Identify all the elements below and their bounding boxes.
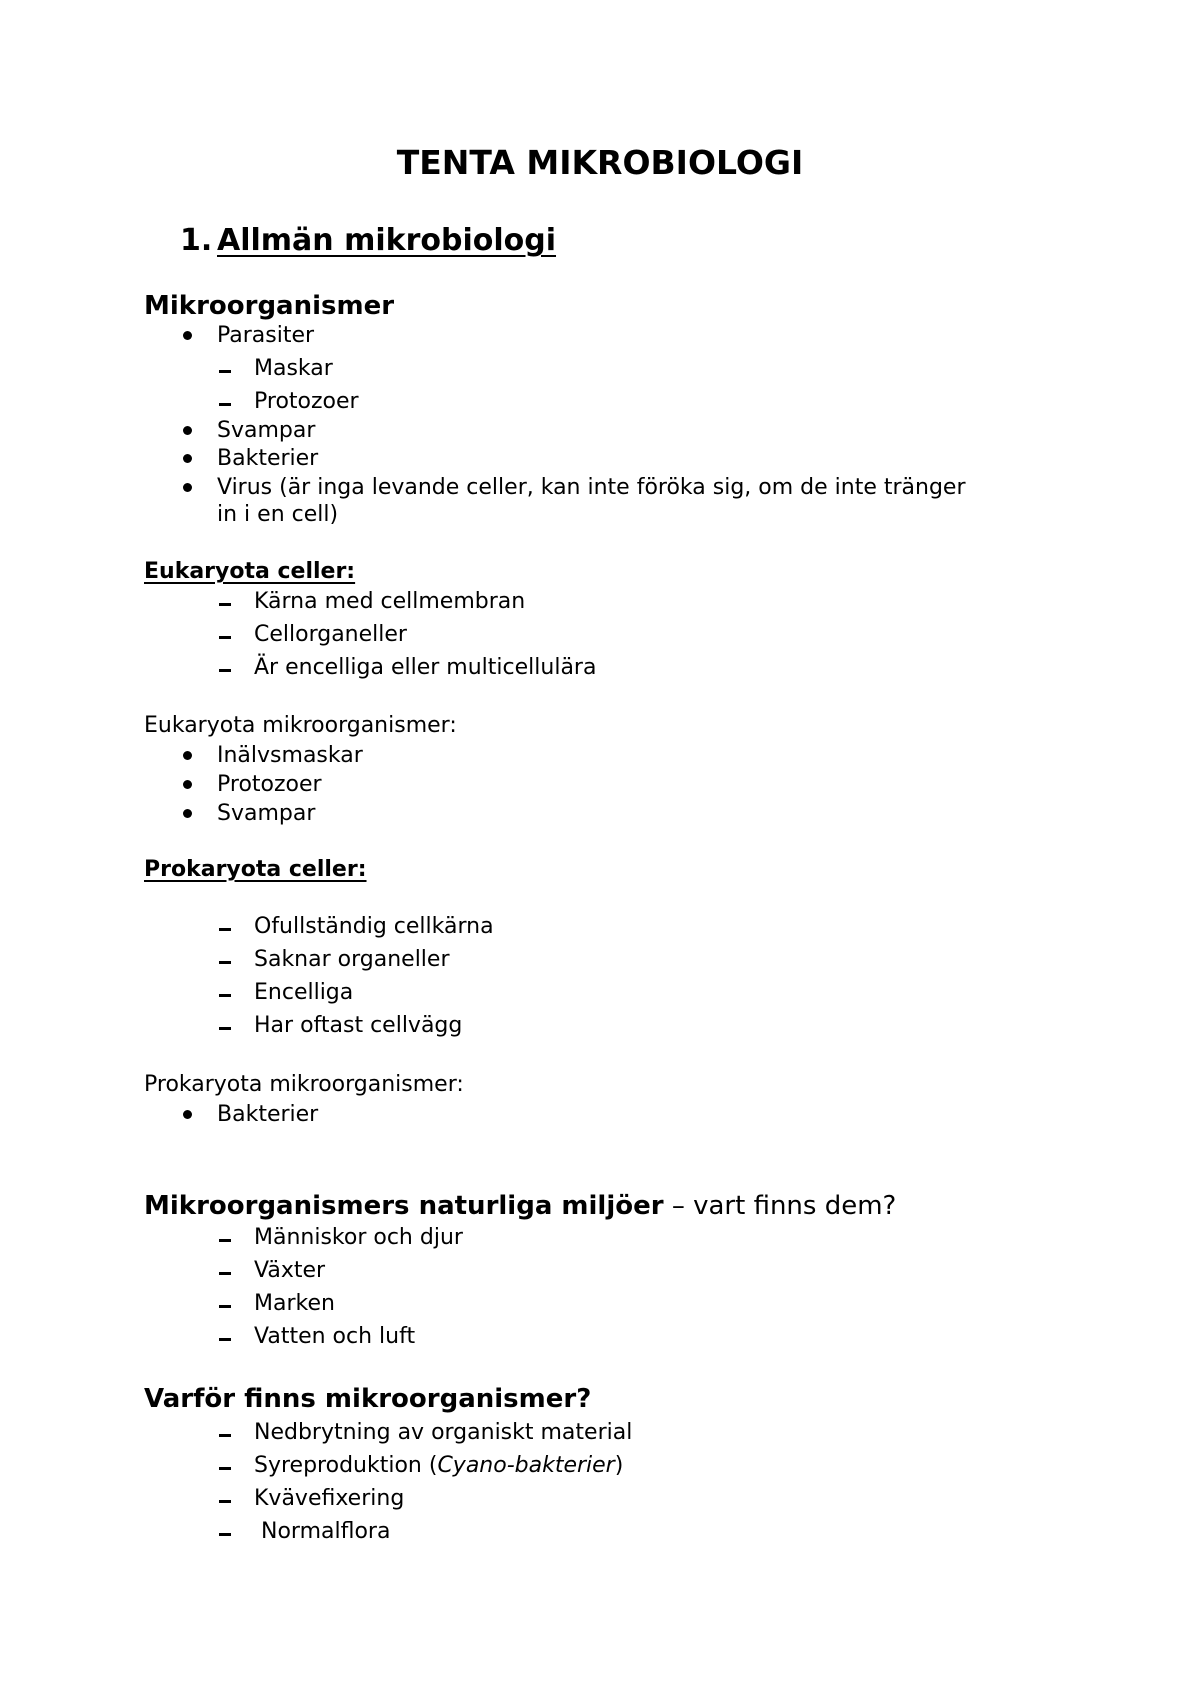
section-number: 1. xyxy=(180,223,213,258)
list-item: Bakterier xyxy=(217,446,319,471)
dash-icon xyxy=(219,1239,231,1242)
dash-icon xyxy=(219,603,231,606)
list-item: Protozoer xyxy=(254,389,359,414)
list-item: Har oftast cellvägg xyxy=(254,1013,463,1038)
dash-icon xyxy=(219,669,231,672)
dash-icon xyxy=(219,636,231,639)
dash-icon xyxy=(219,961,231,964)
list-item: Växter xyxy=(254,1258,326,1283)
list-item: Marken xyxy=(254,1291,335,1316)
dash-icon xyxy=(219,1434,231,1437)
list-item: Normalflora xyxy=(254,1519,391,1544)
list-item: Parasiter xyxy=(217,323,315,348)
dash-icon xyxy=(219,994,231,997)
dash-icon xyxy=(219,1500,231,1503)
list-item: Ofullständig cellkärna xyxy=(254,914,494,939)
heading-varfor-finns: Varför finns mikroorganismer? xyxy=(144,1384,592,1414)
list-item-virus-line-1: Virus (är inga levande celler, kan inte föröka sig, om de inte tränger xyxy=(217,475,966,500)
list-item: Nedbrytning av organiskt material xyxy=(254,1420,633,1445)
bullet-icon xyxy=(183,780,192,789)
list-item-virus-line-2: in i en cell) xyxy=(217,502,339,527)
list-item: Saknar organeller xyxy=(254,947,450,972)
section-heading: Allmän mikrobiologi xyxy=(217,223,557,258)
dash-icon xyxy=(219,1272,231,1275)
heading-eukaryota-celler: Eukaryota celler: xyxy=(144,559,356,584)
heading-mikroorganismer: Mikroorganismer xyxy=(144,291,395,321)
list-item: Cellorganeller xyxy=(254,622,407,647)
heading-prokaryota-celler: Prokaryota celler: xyxy=(144,857,367,882)
dash-icon xyxy=(219,1338,231,1341)
list-item: Vatten och luft xyxy=(254,1324,416,1349)
heading-normal-part: – vart finns dem? xyxy=(663,1191,897,1221)
list-item: Bakterier xyxy=(217,1102,319,1127)
text-part: ) xyxy=(614,1453,624,1478)
dash-icon xyxy=(219,1305,231,1308)
list-item: Människor och djur xyxy=(254,1225,463,1250)
heading-bold-part: Mikroorganismers naturliga miljöer xyxy=(144,1191,664,1221)
bullet-icon xyxy=(183,751,192,760)
italic-text-part: Cyano-bakterier xyxy=(437,1453,615,1478)
bullet-icon xyxy=(183,483,192,492)
dash-icon xyxy=(219,403,231,406)
dash-icon xyxy=(219,1027,231,1030)
list-item: Kvävefixering xyxy=(254,1486,405,1511)
bullet-icon xyxy=(183,426,192,435)
list-item: Maskar xyxy=(254,356,333,381)
list-item: Är encelliga eller multicellulära xyxy=(254,655,597,680)
page-title: TENTA MIKROBIOLOGI xyxy=(396,143,804,182)
list-item: Inälvsmaskar xyxy=(217,743,363,768)
heading-naturliga-miljoer xyxy=(144,1190,896,1222)
list-item-syreproduktion xyxy=(254,1452,623,1480)
list-item: Svampar xyxy=(217,418,316,443)
dash-icon xyxy=(219,1467,231,1470)
dash-icon xyxy=(219,370,231,373)
list-item: Protozoer xyxy=(217,772,322,797)
bullet-icon xyxy=(183,331,192,340)
text-part: Syreproduktion ( xyxy=(254,1453,438,1478)
label-eukaryota-mikroorganismer: Eukaryota mikroorganismer: xyxy=(144,713,457,738)
list-item: Encelliga xyxy=(254,980,354,1005)
bullet-icon xyxy=(183,1110,192,1119)
list-item: Kärna med cellmembran xyxy=(254,589,526,614)
list-item: Svampar xyxy=(217,801,316,826)
dash-icon xyxy=(219,928,231,931)
bullet-icon xyxy=(183,809,192,818)
label-prokaryota-mikroorganismer: Prokaryota mikroorganismer: xyxy=(144,1072,464,1097)
dash-icon xyxy=(219,1533,231,1536)
bullet-icon xyxy=(183,454,192,463)
